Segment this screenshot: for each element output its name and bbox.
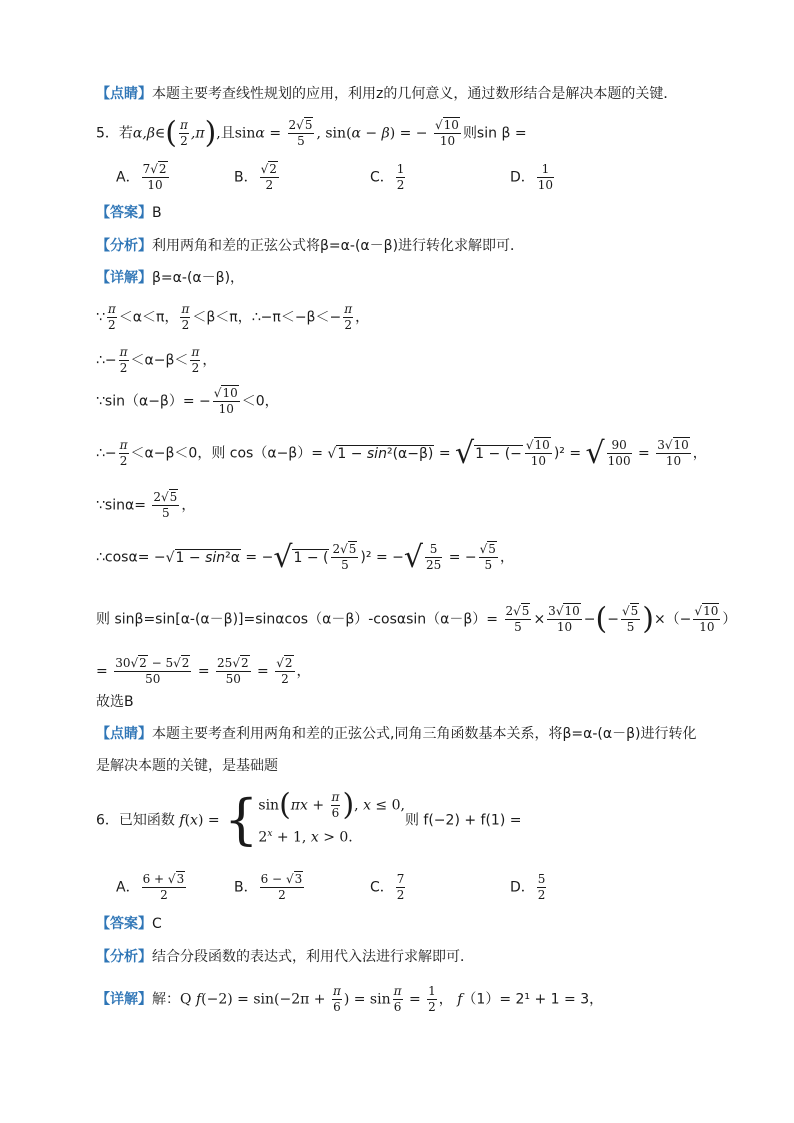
q5-detail-line-9: = $\frac{30√2 - 5√2}{50}$ = $\frac{25√2}{50}$ = $\frac{√2}{2}$ ， [96, 656, 311, 686]
q5-option-c: C． $\frac{1}{2}$ [370, 162, 405, 192]
q6-option-a: A． $\frac{6 + √3}{2}$ [116, 872, 185, 902]
q6-option-c: C． $\frac{7}{2}$ [370, 872, 405, 902]
q6-detail-line-1: 【详解】解：Q f(−2) = sin(−2π + $\frac{\pi}{6}$ ) = sin $\frac{\pi}{6}$ = $\frac{1}{2}$ ， f（1）= 2¹ + 1 = 3， [96, 984, 604, 1014]
q5-detail-line-4: ∵sin（α−β）= − $\frac{√10}{10}$ ＜0， [96, 386, 279, 416]
q5-detail-line-8: 则 sinβ=sin[α-(α－β)]=sinαcos（α－β）-cosαsin（α－β）= $\frac{2√5}{5}$ × $\frac{3√10}{10}$ −(− $\frac{√5}{5}$ )×（− $\frac{√10}{10}$ ） [96, 601, 737, 637]
q5-detail-line-1: 【详解】β=α-(α－β)， [96, 270, 245, 286]
q6-stem: 6．已知函数 f(x) = { sin(πx + $\frac{\pi}{6}$ ), x ≤ 0, $2^x + 1$, x > 0. 则 f(−2) + f(1) = [96, 787, 522, 852]
comment-tag: 【点睛】 [96, 86, 152, 102]
q5-detail-line-6: ∵sinα= $\frac{2√5}{5}$ ， [96, 490, 196, 520]
q4-comment-text: 本题主要考查线性规划的应用，利用z的几何意义，通过数形结合是解决本题的关键． [152, 86, 678, 102]
q5-answer: B [152, 205, 162, 221]
q5-detail-line-3: ∴− $\frac{\pi}{2}$ ＜α−β＜ $\frac{\pi}{2}$ ， [96, 345, 217, 375]
q5-comment-line-2: 是解决本题的关键，是基础题 [96, 758, 278, 774]
q6-option-d: D． $\frac{5}{2}$ [510, 872, 546, 902]
q6-analysis-line: 【分析】结合分段函数的表达式，利用代入法进行求解即可． [96, 949, 474, 965]
q5-option-d: D． $\frac{1}{10}$ [510, 162, 554, 192]
q5-detail-line-2: ∵ $\frac{\pi}{2}$ ＜α＜π， $\frac{\pi}{2}$ ＜β＜π，∴−π＜−β＜− $\frac{\pi}{2}$ ， [96, 302, 370, 332]
q6-option-b: B． $\frac{6 - √3}{2}$ [234, 872, 303, 902]
q4-comment-line [96, 84, 677, 104]
q5-analysis-line: 【分析】利用两角和差的正弦公式将β=α-(α－β)进行转化求解即可． [96, 238, 525, 254]
q5-answer-line: 【答案】B [96, 205, 162, 221]
q5-number: 5． [96, 125, 119, 142]
q5-detail-line-5: ∴− $\frac{\pi}{2}$ ＜α−β＜0，则 cos（α−β）= √1 − sin²(α−β) = √1 − (− $\frac{√10}{10}$ )² = √ $\frac{90}{100}$ = $\frac{3√10}{10}$ ， [96, 435, 707, 471]
q6-answer: C [152, 916, 162, 932]
q5-comment-line-1: 【点睛】本题主要考查利用两角和差的正弦公式,同角三角函数基本关系，将β=α-(α－β)进行转化 [96, 726, 697, 742]
q5-stem: 5．若α,β∈( $\frac{\pi}{2}$ ,π),且sinα = $\frac{2√5}{5}$ , sin(α − β) = − $\frac{√10}{10}$ 则sin β = [96, 115, 527, 151]
q5-option-b: B． $\frac{√2}{2}$ [234, 162, 277, 192]
q5-option-a: A． $\frac{7√2}{10}$ [116, 162, 167, 192]
q5-detail-line-7: ∴cosα= −√1 − sin²α = −√1 − ( $\frac{2√5}{5}$ )² = −√ $\frac{5}{25}$ = − $\frac{√5}{5}$ ， [96, 539, 514, 575]
q6-answer-line: 【答案】C [96, 916, 162, 932]
q5-conclusion: 故选B [96, 694, 134, 710]
